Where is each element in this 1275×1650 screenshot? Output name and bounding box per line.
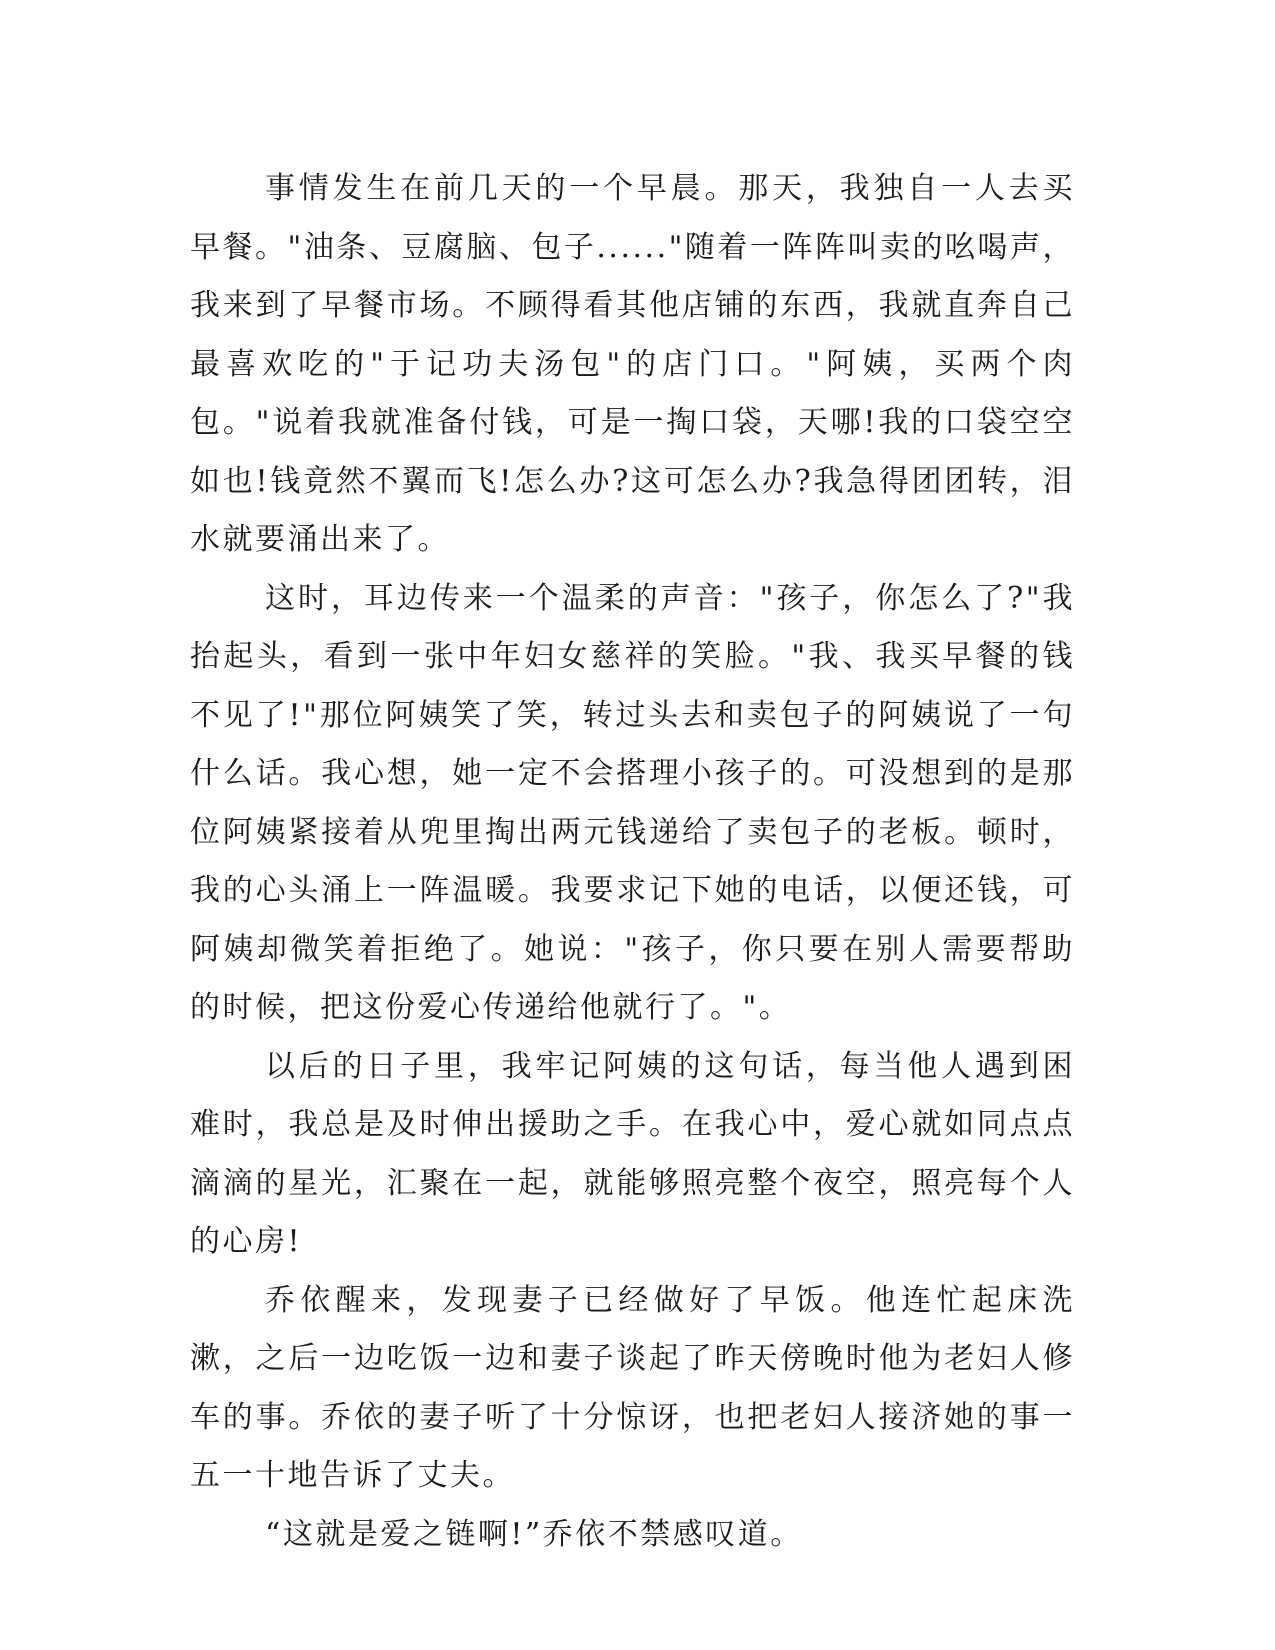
paragraph-4: 乔依醒来，发现妻子已经做好了早饭。他连忙起床洗漱，之后一边吃饭一边和妻子谈起了昨天傍晚时他为老妇人修车的事。乔依的妻子听了十分惊讶，也把老妇人接济她的事一五一十地告诉了丈夫。 — [190, 1282, 1075, 1493]
paragraph-2: 这时，耳边传来一个温柔的声音："孩子，你怎么了?"我抬起头，看到一张中年妇女慈祥的笑脸。"我、我买早餐的钱不见了!"那位阿姨笑了笑，转过头去和卖包子的阿姨说了一句什么话。我心想，她一定不会搭理小孩子的。可没想到的是那位阿姨紧接着从兜里掏出两元钱递给了卖包子的老板。顿时，我的心头涌上一阵温暖。我要求记下她的电话，以便还钱，可阿姨却微笑着拒绝了。她说："孩子，你只要在别人需要帮助的时候，把这份爱心传递给他就行了。"。 — [190, 580, 1075, 1025]
paragraph-5: “这就是爱之链啊!”乔依不禁感叹道。 — [265, 1516, 803, 1552]
paragraph-1: 事情发生在前几天的一个早晨。那天，我独自一人去买早餐。"油条、豆腐脑、包子......"随着一阵阵叫卖的吆喝声，我来到了早餐市场。不顾得看其他店铺的东西，我就直奔自己最喜欢吃的"于记功夫汤包"的店门口。"阿姨，买两个肉包。"说着我就准备付钱，可是一掏口袋，天哪!我的口袋空空如也!钱竟然不翼而飞!怎么办?这可怎么办?我急得团团转，泪水就要涌出来了。 — [190, 171, 1075, 557]
paragraph-3: 以后的日子里，我牢记阿姨的这句话，每当他人遇到困难时，我总是及时伸出援助之手。在我心中，爱心就如同点点滴滴的星光，汇聚在一起，就能够照亮整个夜空，照亮每个人的心房! — [190, 1048, 1075, 1259]
document-body — [190, 160, 1075, 1564]
